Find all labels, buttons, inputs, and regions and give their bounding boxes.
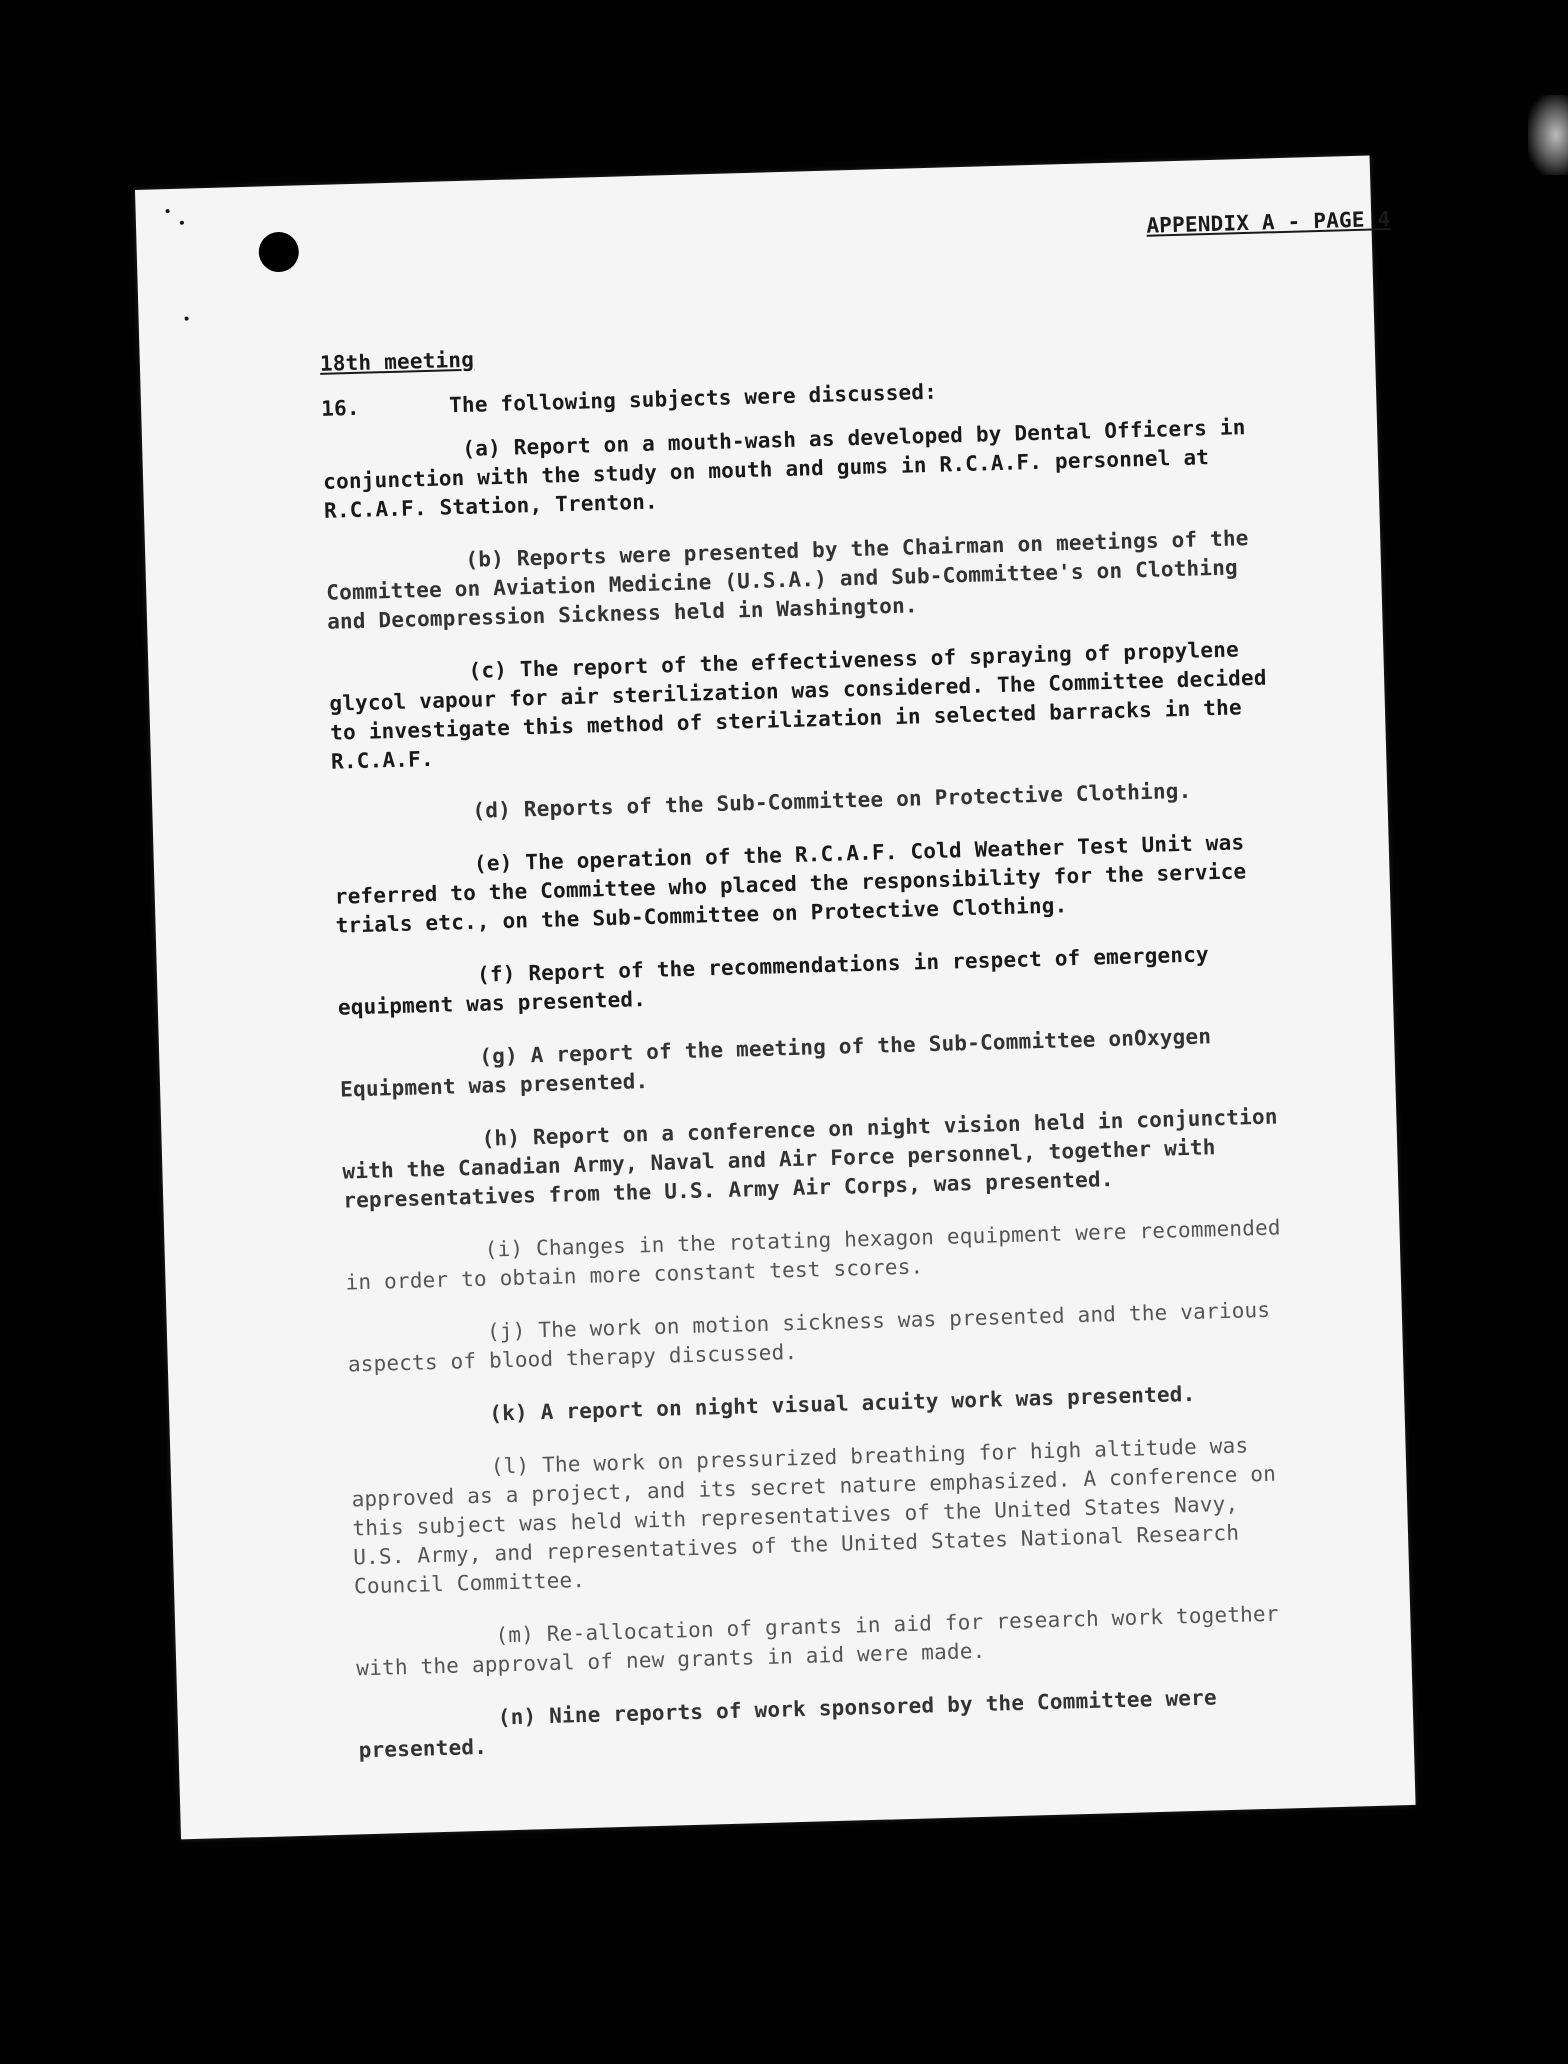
item-c: (c) The report of the effectiveness of spraying of propylene glycol vapour for air sterilization was considered. The Committee decided to investigate this method of sterilization in selected barracks in the R.C.A.F. bbox=[329, 637, 1267, 774]
item-e: (e) The operation of the R.C.A.F. Cold Weather Test Unit was referred to the Committee who placed the responsibility for the service trials etc., on the Sub-Committee on Protective Clothing. bbox=[334, 830, 1247, 938]
speck bbox=[166, 209, 170, 213]
item-i: (i) Changes in the rotating hexagon equipment were recommended in order to obtain more constant test scores. bbox=[345, 1215, 1282, 1295]
meeting-heading: 18th meeting bbox=[319, 347, 475, 376]
item-j: (j) The work on motion sickness was presented and the various aspects of blood therapy discussed. bbox=[347, 1297, 1271, 1377]
document-body bbox=[316, 187, 1391, 1763]
discussion-items bbox=[322, 412, 1304, 1789]
item-l: (l) The work on pressurized breathing for high altitude was approved as a project, and its secret nature emphasized. A conference on this subject was held with representatives of the United States Navy, U.S. Army, and representatives of the United States National Research Council Committee. bbox=[351, 1433, 1277, 1599]
item-a: (a) Report on a mouth-wash as developed by Dental Officers in conjunction with the study on mouth and gums in R.C.A.F. personnel at R.C.A.F. Station, Trenton. bbox=[322, 415, 1246, 523]
item-b: (b) Reports were presented by the Chairman on meetings of the Committee on Aviation Medicine (U.S.A.) and Sub-Committee's on Clothing and Decompression Sickness held in Washington. bbox=[325, 526, 1249, 634]
item-n: (n) Nine reports of work sponsored by the Committee were presented. bbox=[358, 1685, 1218, 1763]
item-f: (f) Report of the recommendations in respect of emergency equipment was presented. bbox=[337, 942, 1210, 1020]
punch-hole bbox=[258, 231, 299, 272]
item-h: (h) Report on a conference on night vision held in conjunction with the Canadian Army, Naval and Air Force personnel, together with representatives from the U.S. Army Air Corps, was presented. bbox=[342, 1104, 1278, 1213]
document-page bbox=[135, 156, 1416, 1840]
item-k: (k) A report on night visual acuity work was presented. bbox=[488, 1381, 1196, 1426]
item-g: (g) A report of the meeting of the Sub-Committee onOxygen Equipment was presented. bbox=[339, 1024, 1212, 1102]
item-d: (d) Reports of the Sub-Committee on Protective Clothing. bbox=[472, 778, 1192, 823]
section-intro: The following subjects were discussed: bbox=[448, 379, 938, 418]
item-m: (m) Re-allocation of grants in aid for research work together with the approval of new grants in aid were made. bbox=[356, 1601, 1279, 1681]
page-label: APPENDIX A - PAGE 4 bbox=[1146, 206, 1391, 238]
speck bbox=[180, 221, 184, 225]
section-row bbox=[321, 378, 938, 424]
film-edge-glare bbox=[1528, 95, 1568, 175]
section-number: 16. bbox=[320, 395, 361, 421]
speck bbox=[185, 317, 189, 321]
